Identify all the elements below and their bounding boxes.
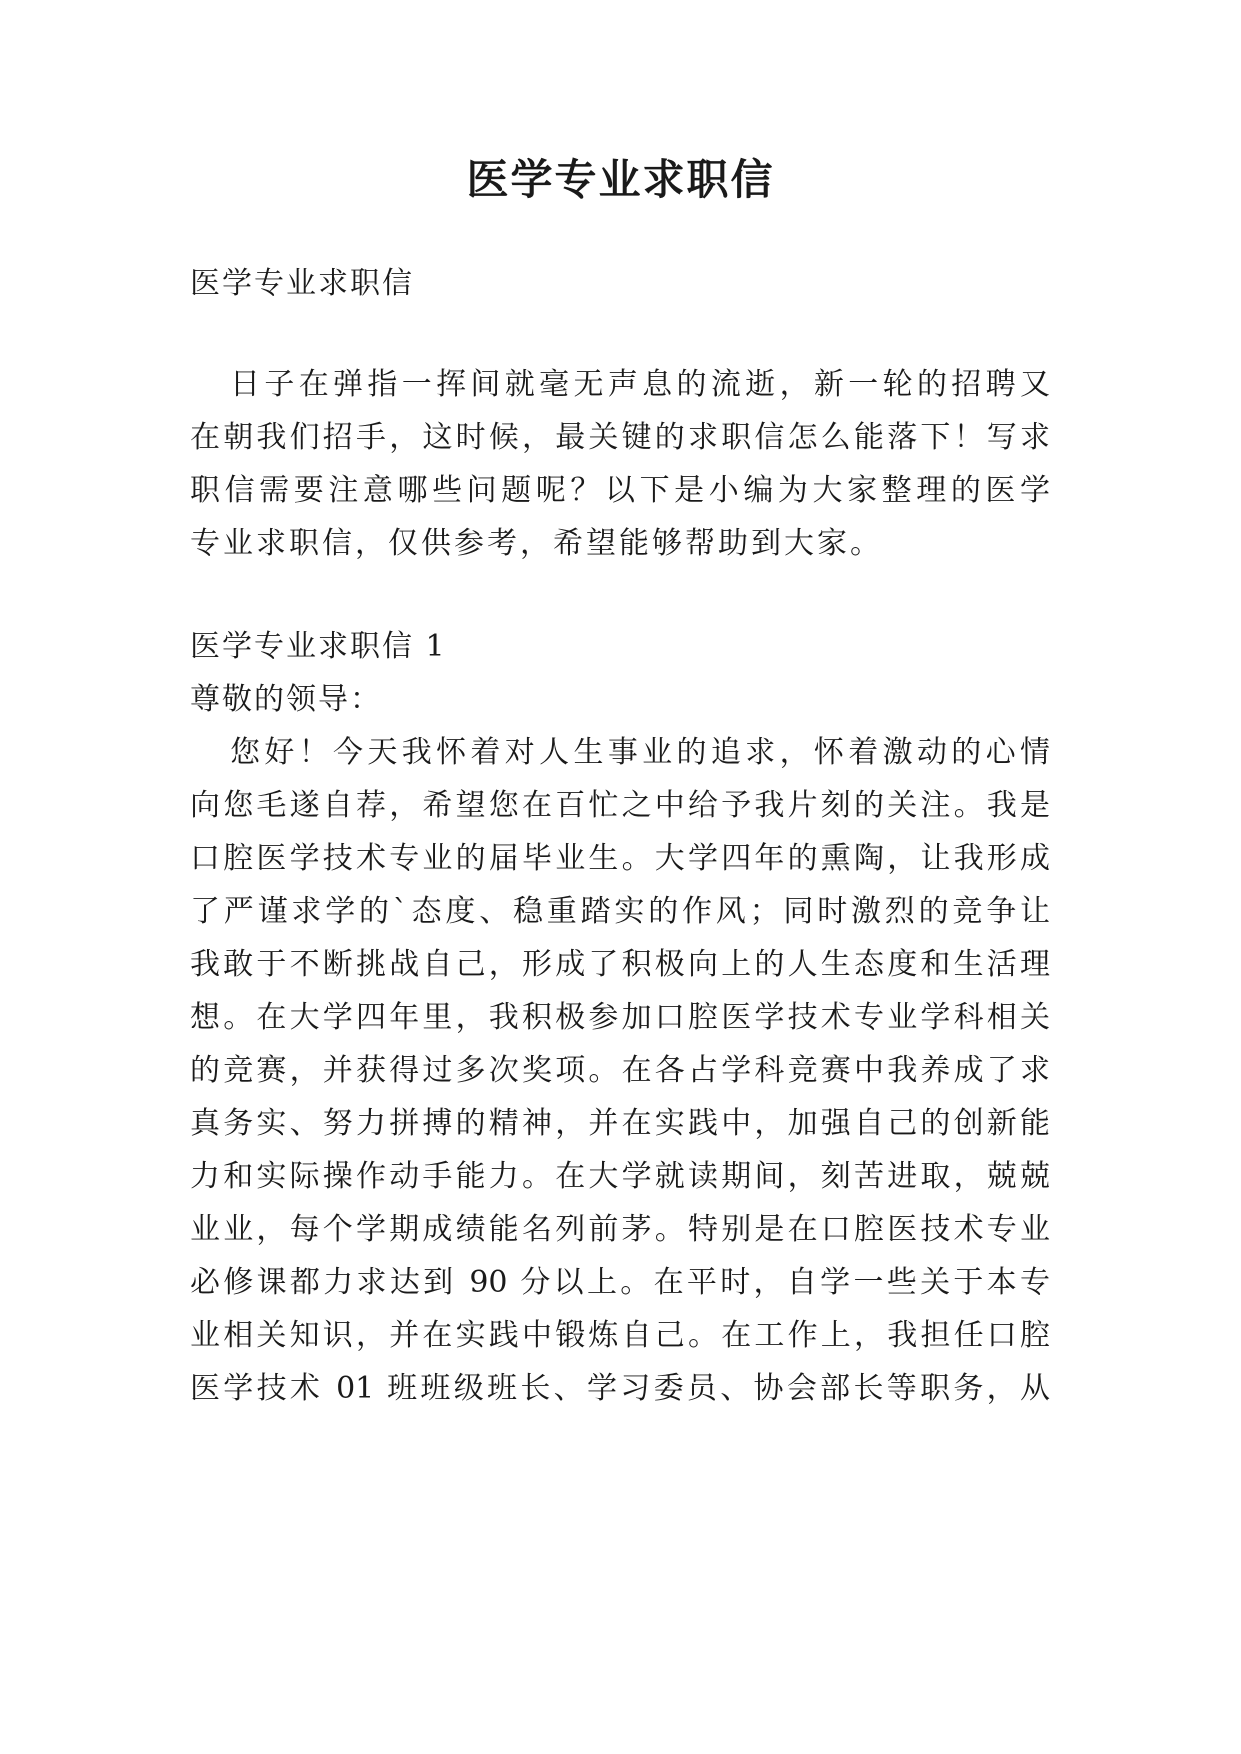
salutation: 尊敬的领导： <box>190 682 382 717</box>
body-line: 必修课都力求达到 90 分以上。在平时，自学一些关于本专 <box>190 1265 1050 1300</box>
body-line: 医学技术 01 班班级班长、学习委员、协会部长等职务，从 <box>190 1371 1050 1406</box>
intro-line: 日子在弹指一挥间就毫无声息的流逝，新一轮的招聘又 <box>230 367 1050 402</box>
body-line: 您好！今天我怀着对人生事业的追求，怀着激动的心情 <box>230 735 1050 770</box>
document-subtitle: 医学专业求职信 <box>190 266 414 301</box>
body-line: 业相关知识，并在实践中锻炼自己。在工作上，我担任口腔 <box>190 1318 1050 1353</box>
body-line: 的竞赛，并获得过多次奖项。在各占学科竞赛中我养成了求 <box>190 1053 1050 1088</box>
body-line: 力和实际操作动手能力。在大学就读期间，刻苦进取，兢兢 <box>190 1159 1050 1194</box>
body-line: 业业，每个学期成绩能名列前茅。特别是在口腔医技术专业 <box>190 1212 1050 1247</box>
intro-line: 专业求职信，仅供参考，希望能够帮助到大家。 <box>190 526 883 561</box>
body-line: 了严谨求学的`态度、稳重踏实的作风；同时激烈的竞争让 <box>190 894 1050 929</box>
intro-line: 在朝我们招手，这时候，最关键的求职信怎么能落下！写求 <box>190 420 1050 455</box>
intro-line: 职信需要注意哪些问题呢？以下是小编为大家整理的医学 <box>190 473 1050 508</box>
body-line: 口腔医学技术专业的届毕业生。大学四年的熏陶，让我形成 <box>190 841 1050 876</box>
body-line: 我敢于不断挑战自己，形成了积极向上的人生态度和生活理 <box>190 947 1050 982</box>
section-heading: 医学专业求职信 1 <box>190 629 447 664</box>
body-line: 真务实、努力拼搏的精神，并在实践中，加强自己的创新能 <box>190 1106 1050 1141</box>
body-line: 想。在大学四年里，我积极参加口腔医学技术专业学科相关 <box>190 1000 1050 1035</box>
body-line: 向您毛遂自荐，希望您在百忙之中给予我片刻的关注。我是 <box>190 788 1050 823</box>
document-title: 医学专业求职信 <box>466 155 775 204</box>
